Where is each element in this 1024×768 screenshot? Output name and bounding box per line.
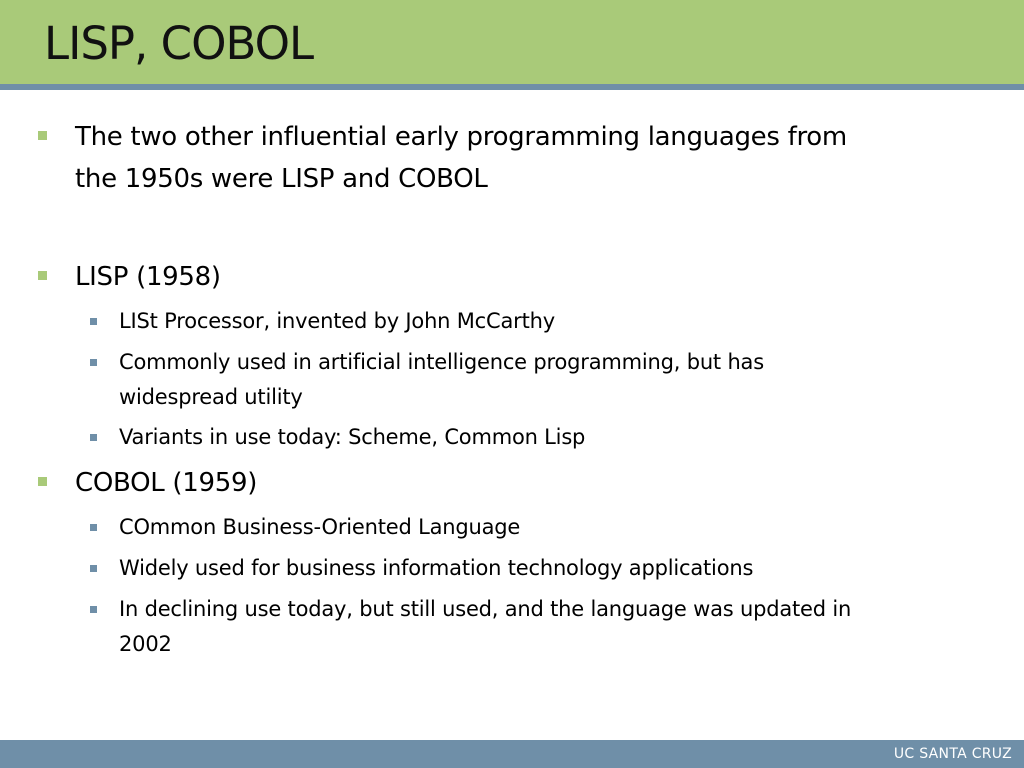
sub-bullet-text-line: 2002 — [119, 632, 172, 656]
sub-bullet-text-line: Commonly used in artificial intelligence programming, but has — [119, 350, 764, 374]
square-sub-bullet-icon — [90, 524, 97, 531]
sub-bullet-item — [119, 510, 919, 545]
title-divider — [0, 84, 1024, 90]
square-sub-bullet-icon — [90, 565, 97, 572]
bullet-item — [75, 256, 925, 298]
square-sub-bullet-icon — [90, 359, 97, 366]
footer-bar — [0, 740, 1024, 768]
sub-bullet-text-line: widespread utility — [119, 385, 303, 409]
square-bullet-icon — [38, 131, 47, 140]
square-sub-bullet-icon — [90, 434, 97, 441]
slide-title: LISP, COBOL — [44, 17, 314, 70]
sub-bullet-text-line: In declining use today, but still used, and the language was updated in — [119, 597, 852, 621]
bullet-text-line: LISP (1958) — [75, 262, 221, 292]
square-sub-bullet-icon — [90, 606, 97, 613]
square-bullet-icon — [38, 271, 47, 280]
sub-bullet-text-line: COmmon Business-Oriented Language — [119, 515, 521, 539]
bullet-text-line: COBOL (1959) — [75, 468, 258, 498]
sub-bullet-item — [119, 345, 919, 415]
bullet-text-line: The two other influential early programming languages from — [75, 122, 847, 152]
footer-label: UC SANTA CRUZ — [893, 746, 1012, 762]
sub-bullet-item — [119, 304, 919, 339]
sub-bullet-text-line: Variants in use today: Scheme, Common Lisp — [119, 425, 586, 449]
bullet-text-line: the 1950s were LISP and COBOL — [75, 164, 488, 194]
sub-bullet-text-line: Widely used for business information technology applications — [119, 556, 754, 580]
square-sub-bullet-icon — [90, 318, 97, 325]
sub-bullet-item — [119, 551, 919, 586]
sub-bullet-text-line: LISt Processor, invented by John McCarthy — [119, 309, 555, 333]
square-bullet-icon — [38, 477, 47, 486]
bullet-item — [75, 462, 925, 504]
sub-bullet-item — [119, 592, 919, 662]
sub-bullet-item — [119, 420, 919, 455]
bullet-item — [75, 116, 925, 200]
